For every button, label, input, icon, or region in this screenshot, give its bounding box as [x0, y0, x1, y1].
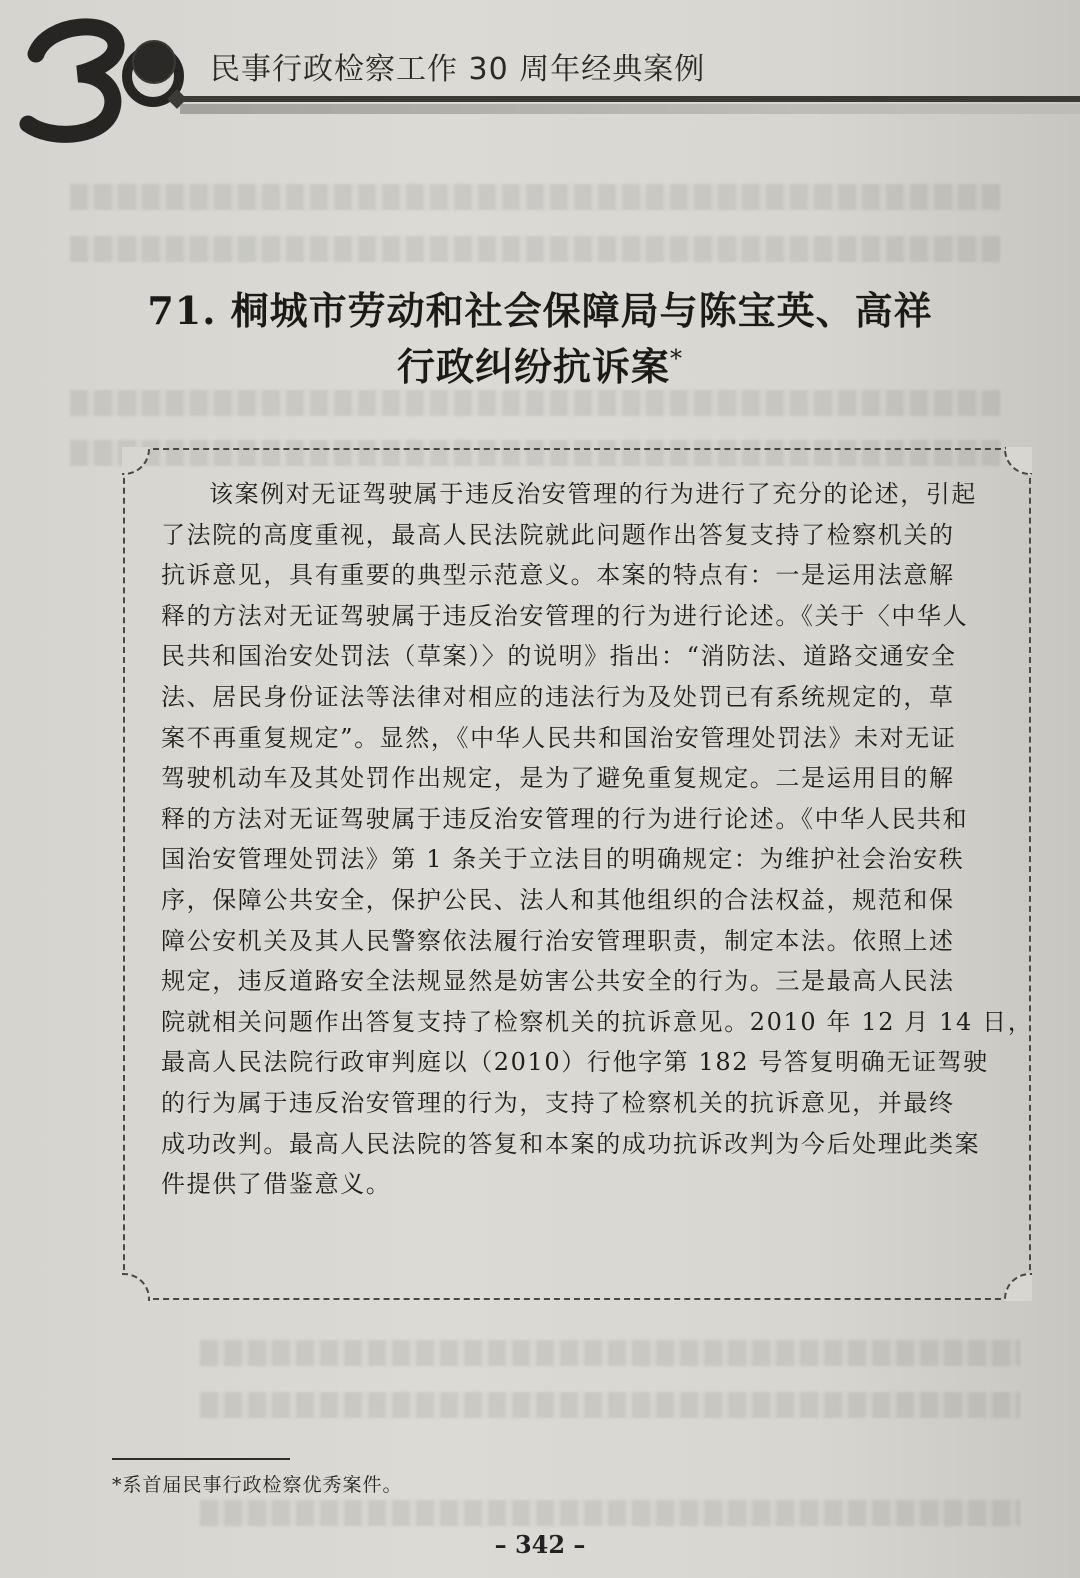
summary-line: 件提供了借鉴意义。: [161, 1170, 392, 1199]
svg-text:30: 30: [18, 14, 20, 15]
box-corner: [122, 447, 150, 475]
anniversary-30-logo: [18, 14, 208, 144]
summary-line: 成功改判。最高人民法院的答复和本案的成功抗诉改判为今后处理此类案: [161, 1129, 981, 1158]
summary-line: 法、居民身份证法等法律对相应的违法行为及处罚已有系统规定的，草: [161, 682, 955, 711]
summary-line: 最高人民法院行政审判庭以（2010）行他字第 182 号答复明确无证驾驶: [161, 1048, 989, 1077]
bleed-through-line: [70, 390, 1000, 416]
summary-line: 国治安管理处罚法》第 1 条关于立法目的明确规定：为维护社会治安秩: [161, 845, 965, 874]
summary-line: 规定，违反道路安全法规显然是妨害公共安全的行为。三是最高人民法: [161, 967, 955, 996]
summary-line: 了法院的高度重视，最高人民法院就此问题作出答复支持了检察机关的: [161, 520, 955, 549]
footnote-mark: *: [670, 344, 683, 373]
box-corner: [1004, 1273, 1032, 1301]
case-summary-box: [123, 448, 1034, 1300]
summary-line: 抗诉意见，具有重要的典型示范意义。本案的特点有：一是运用法意解: [161, 561, 955, 590]
summary-line: 民共和国治安处罚法（草案）〉的说明》指出：“消防法、道路交通安全: [161, 642, 957, 671]
summary-line: 案不再重复规定”。显然，《中华人民共和国治安管理处罚法》未对无证: [161, 723, 957, 752]
summary-line: 驾驶机动车及其处罚作出规定，是为了避免重复规定。二是运用目的解: [161, 764, 955, 793]
bleed-through-line: [200, 1500, 1020, 1526]
box-corner: [1004, 447, 1032, 475]
bleed-through-line: [200, 1340, 1020, 1366]
summary-line: 该案例对无证驾驶属于违反治安管理的行为进行了充分的论述，引起: [209, 480, 977, 508]
summary-line: 的行为属于违反治安管理的行为，支持了检察机关的抗诉意见，并最终: [161, 1088, 955, 1117]
box-corner: [122, 1273, 150, 1301]
footnote-rule: [112, 1458, 290, 1460]
header-band: [180, 104, 1080, 114]
page-number: – 342 –: [494, 1530, 586, 1559]
case-title-text: 行政纠纷抗诉案: [396, 344, 670, 389]
book-title: 民事行政检察工作 30 周年经典案例: [210, 52, 706, 87]
case-title-line-2: [60, 336, 1020, 391]
national-emblem-icon: [132, 40, 176, 84]
summary-line: 释的方法对无证驾驶属于违反治安管理的行为进行论述。《中华人民共和: [161, 804, 969, 833]
bleed-through-line: [70, 236, 1000, 262]
summary-line: 障公安机关及其人民警察依法履行治安管理职责，制定本法。依照上述: [161, 926, 955, 955]
header-rule: [180, 96, 1080, 102]
case-title-line-1: 71. 桐城市劳动和社会保障局与陈宝英、高祥: [147, 288, 933, 333]
bleed-through-line: [70, 184, 1000, 210]
summary-line: 释的方法对无证驾驶属于违反治安管理的行为进行论述。《关于〈中华人: [161, 601, 969, 630]
bleed-through-line: [200, 1392, 1020, 1418]
summary-text: [161, 474, 1034, 1205]
summary-line: 院就相关问题作出答复支持了检察机关的抗诉意见。2010 年 12 月 14 日，: [161, 1007, 1034, 1036]
running-header: [0, 0, 1080, 150]
footnote: *系首届民事行政检察优秀案件。: [112, 1474, 403, 1496]
summary-line: 序，保障公共安全，保护公民、法人和其他组织的合法权益，规范和保: [161, 885, 955, 914]
